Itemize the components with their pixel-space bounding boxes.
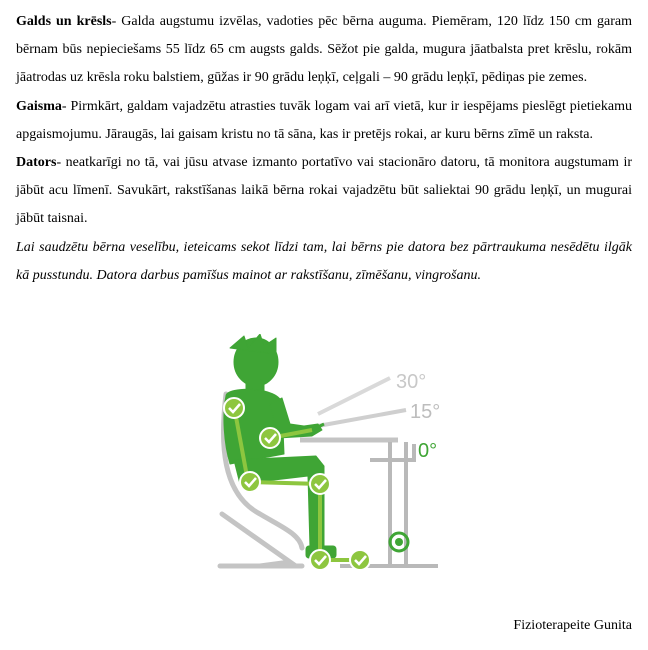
paragraph-light [16,93,632,149]
tilt-line-30 [318,378,390,414]
text-desk-chair: - Galda augstumu izvēlas, vadoties pēc bērna auguma. Piemēram, 120 līdz 150 cm garam bērnam būs nepieciešams 55 līdz 65 cm augsts galds. Sēžot pie galda, mugura jāatbalsta pret krēslu, rokām jāatrodas uz krēsla roku balstiem, gūžas ir 90 grādu leņķī, ceļgali – 90 grādu leņķī, pēdiņas pie zemes. [16,14,632,86]
angle-label-0: 0° [418,440,438,462]
text-computer: - neatkarīgi no tā, vai jūsu atvase izmanto portatīvo vai stacionāro datoru, tā monitora augstumam ir jābūt acu līmenī. Savukārt, rakstīšanas laikā bērna rokai vajadzētu būt saliektai 90 grādu leņķī, un mugurai jābūt taisnai. [16,155,632,227]
check-icon [240,472,260,492]
check-icon [310,474,330,494]
paragraph-computer [16,149,632,234]
check-icon [350,550,370,570]
tilt-line-15 [318,410,406,426]
paragraph-desk-chair [16,8,632,93]
heading-light: Gaisma [16,98,62,114]
text-light: - Pirmkārt, galdam vajadzētu atrasties tuvāk logam vai arī vietā, kur ir iespējams pieslēgt pietiekamu apgaismojumu. Jāraugās, lai gaisam kristu no tā sāna, kas ir pretējs rokai, ar kuru bērns zīmē un raksta. [16,98,632,142]
heading-desk-chair: Galds un krēsls [16,14,112,29]
italic-note: Lai saudzētu bērna veselību, ieteicams sekot līdzi tam, lai bērns pie datora bez pārtraukuma nesēdētu ilgāk kā pusstundu. Datora darbus pamīšus mainot ar rakstīšanu, zīmēšanu, vingrošanu. [16,239,632,283]
check-icon [310,550,330,570]
posture-illustration [200,334,448,580]
check-icon [224,398,244,418]
heading-computer: Dators [16,155,57,171]
check-icon [260,428,280,448]
signature: Fizioterapeite Gunita [513,618,632,633]
angle-label-30: 30° [396,371,427,393]
document-body [16,8,632,290]
angle-label-15: 15° [410,401,441,423]
posture-svg [200,334,448,580]
